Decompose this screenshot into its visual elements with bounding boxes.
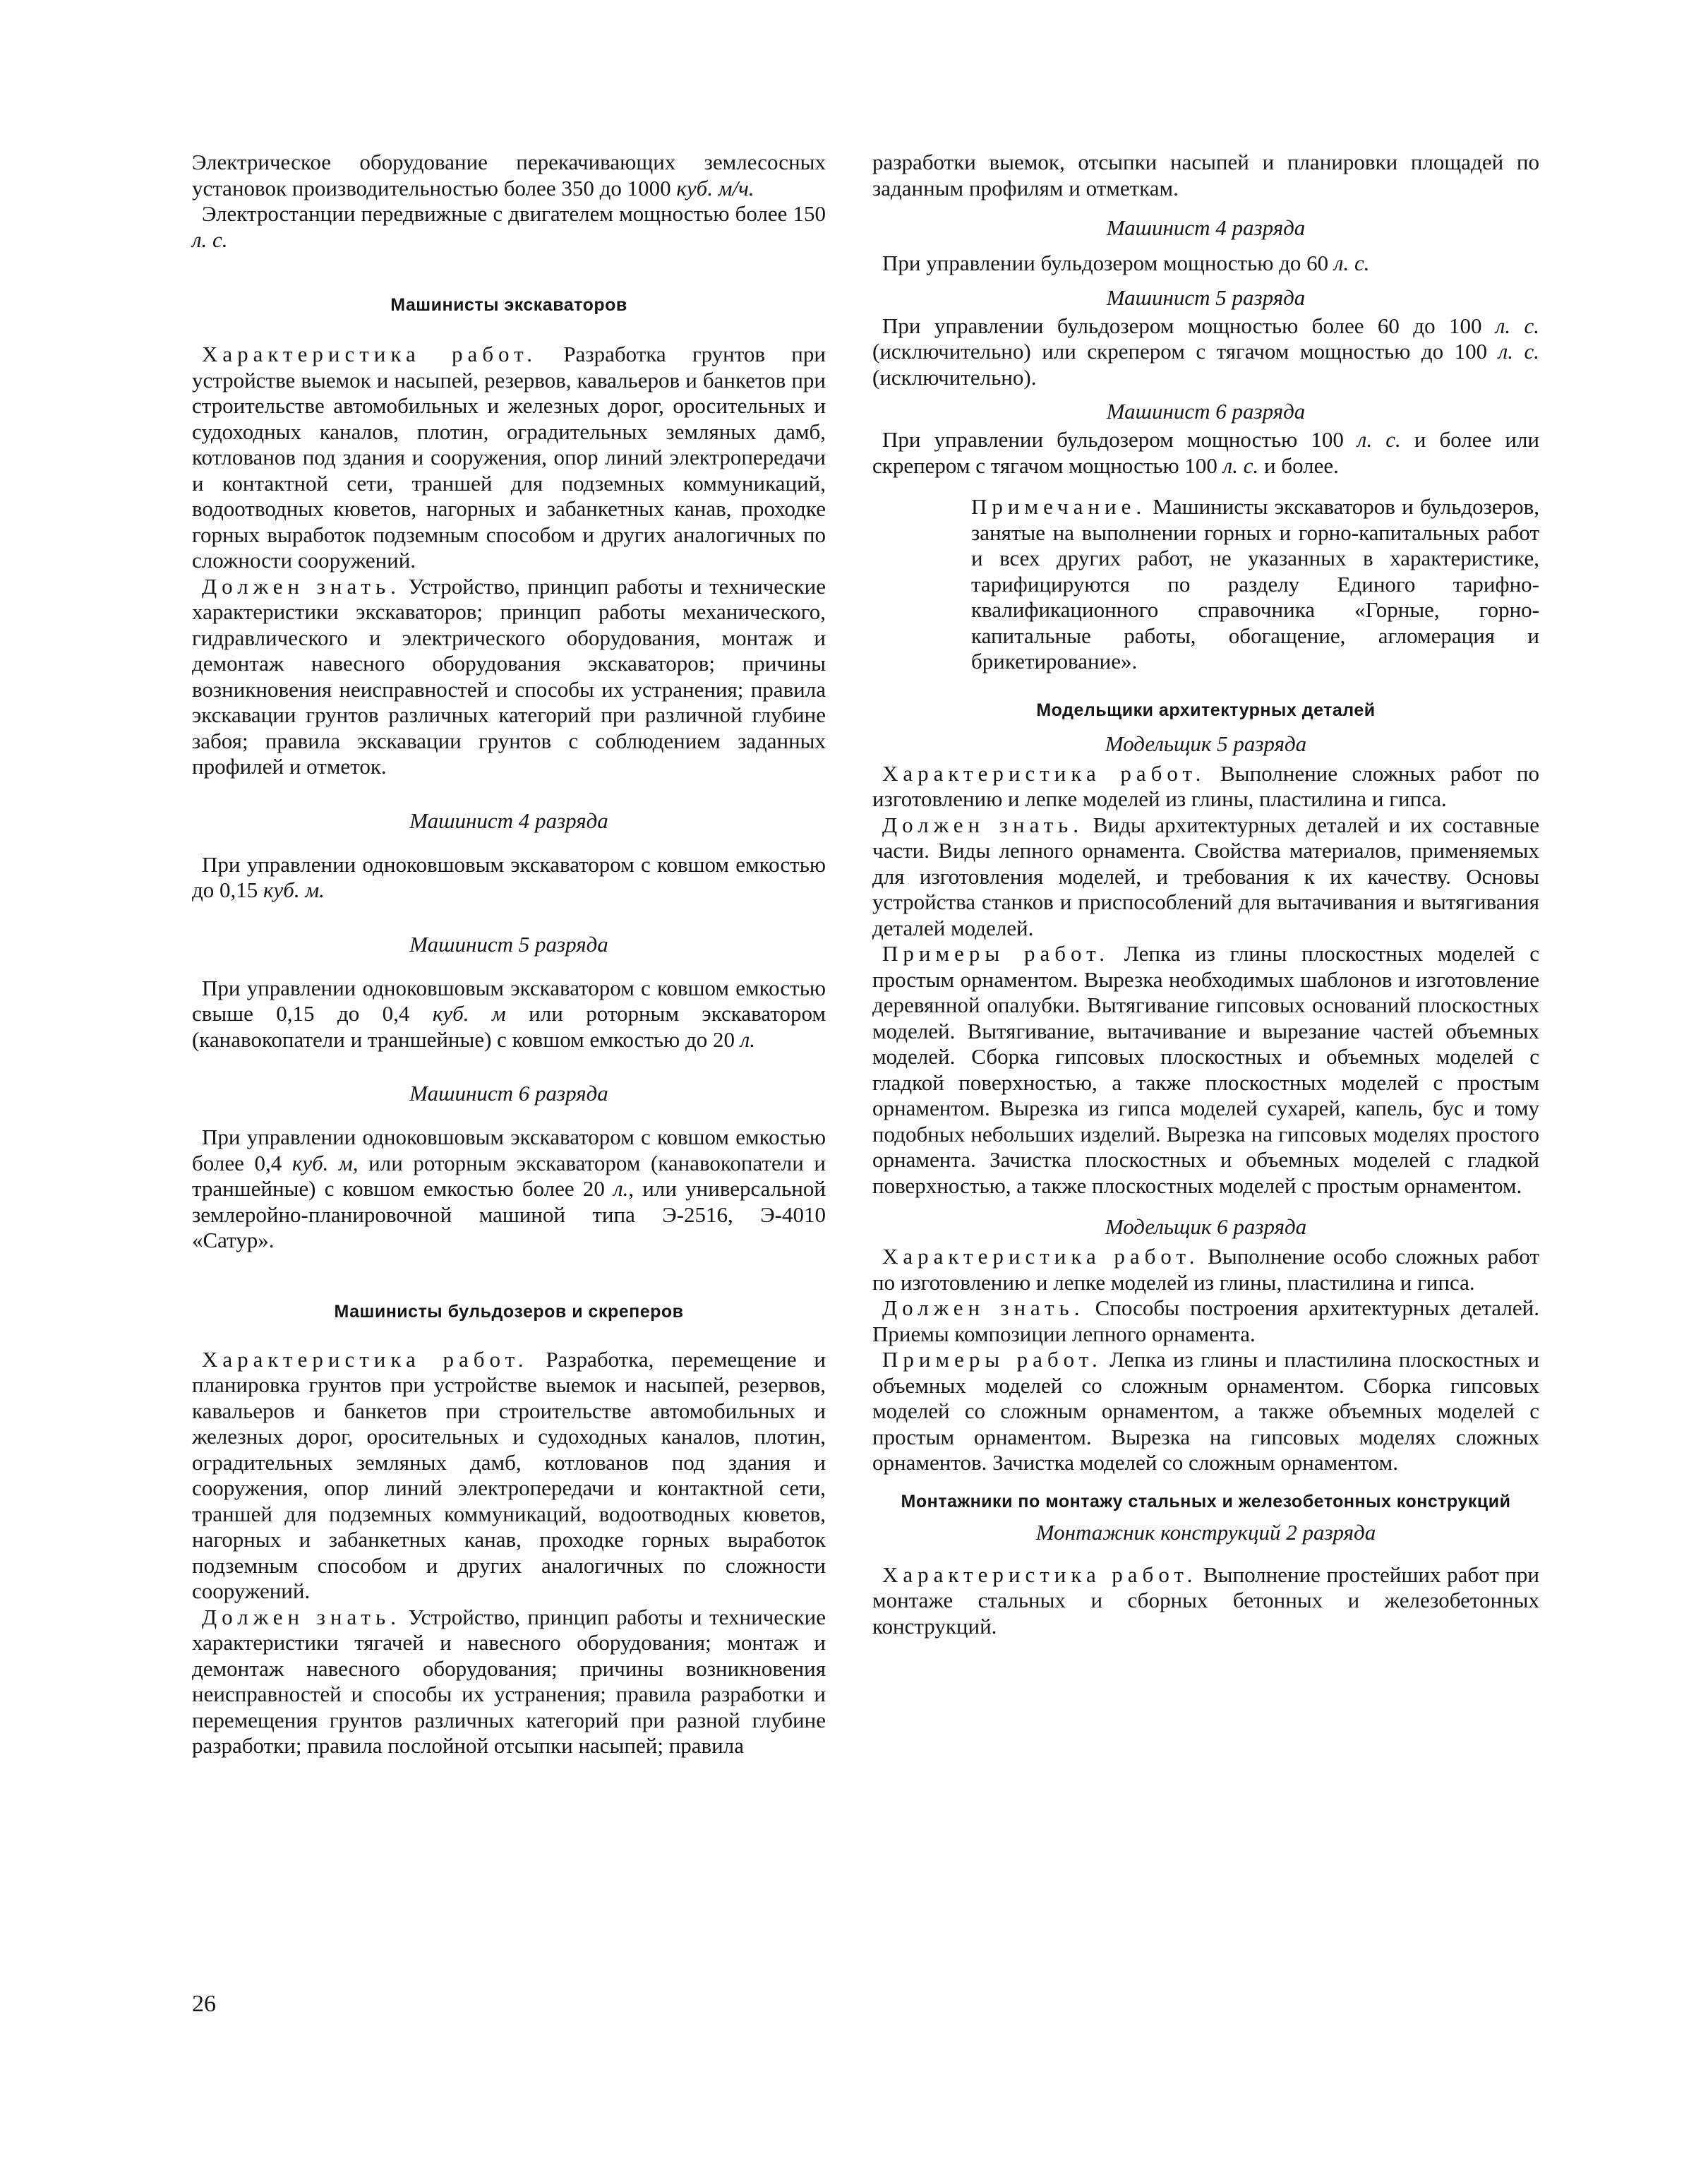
modeler-5-must-know: Должен знать. Виды архитектурных деталей и их составные части. Виды лепного орнамента. Свойства материалов, применяемых для изготовления моделей, и требования к их качеству. Основы устройства станков и приспособлений для вытачивания и вытягивания деталей моделей. bbox=[872, 812, 1540, 940]
intro-paragraph-2: Электростанции передвижные с двигателем мощностью более 150 л. с. bbox=[192, 201, 826, 252]
modeler-grade-6-heading: Модельщик 6 разряда bbox=[1105, 1214, 1307, 1239]
modeler-6-characteristics: Характеристика работ. Выполнение особо сложных работ по изготовлению и лепке моделей из глины, пластилина и гипса. bbox=[872, 1244, 1539, 1295]
modeler-5-examples: Примеры работ. Лепка из глины плоскостных моделей с простым орнаментом. Вырезка необходимых шаблонов и изготовление деревянной опалубки. Вытягивание гипсовых оснований плоскостных моделей. Вытягивание, вытачивание и вырезание частей объемных моделей. Сборка гипсовых плоскостных и объемных моделей с гладкой поверхностью, а также плоскостных моделей с простым орнаментом. Вырезка из гипса моделей сухарей, капель, бус и тому подобных небольших изделий. Вырезка на гипсовых моделях простого орнамента. Зачистка плоскостных и объемных моделей с гладкой поверхностью, а также плоскостных моделей с простым орнаментом. bbox=[872, 941, 1540, 1198]
continued-paragraph: разработки выемок, отсыпки насыпей и планировки площадей по заданным профилям и отметкам. bbox=[872, 150, 1539, 200]
left-column bbox=[192, 150, 826, 1759]
bulldozer-grade-6-text: При управлении бульдозером мощностью 100 л. с. и более или скрепером с тягачом мощностью 100 л. с. и более. bbox=[872, 427, 1540, 478]
heading-bulldozer-operators: Машинисты бульдозеров и скреперов bbox=[334, 1301, 684, 1322]
installer-2-characteristics: Характеристика работ. Выполнение простейших работ при монтаже стальных и сборных бетонных и железобетонных конструкций. bbox=[872, 1562, 1540, 1639]
bulldozer-must-know: Должен знать. Устройство, принцип работы и технические характеристики тягачей и навесного оборудования; монтаж и демонтаж навесного оборудования; причины возникновения неисправностей и способы их устранения; правила разработки и перемещения грунтов различных категорий при разной глубине разработки; правила послойной отсыпки насыпей; правила bbox=[192, 1604, 826, 1758]
right-column bbox=[872, 150, 1539, 1639]
grade-5-heading: Машинист 5 разряда bbox=[409, 931, 608, 957]
bulldozer-grade-6-heading: Машинист 6 разряда bbox=[1106, 399, 1306, 424]
modeler-grade-5-heading: Модельщик 5 разряда bbox=[1105, 731, 1307, 756]
grade-5-text: При управлении одноковшовым экскаватором с ковшом емкостью свыше 0,15 до 0,4 куб. м или роторным экскаватором (канавокопатели и траншейные) с ковшом емкостью до 20 л. bbox=[192, 975, 826, 1052]
bulldozer-grade-5-heading: Машинист 5 разряда bbox=[1106, 285, 1306, 310]
intro-paragraph-1: Электрическое оборудование перекачивающих землесосных установок производительностью более 350 до 1000 куб. м/ч. bbox=[192, 150, 826, 200]
bulldozer-grade-5-text: При управлении бульдозером мощностью более 60 до 100 л. с. (исключительно) или скрепером с тягачом мощностью до 100 л. с. (исключительно). bbox=[872, 313, 1540, 390]
excavator-must-know: Должен знать. Устройство, принцип работы и технические характеристики экскаваторов; принцип работы механического, гидравлического и электрического оборудования, монтаж и демонтаж навесного оборудования экскаваторов; причины возникновения неисправностей и способы их устранения; правила экскавации грунтов различных категорий при различной глубине забоя; правила экскавации грунтов с соблюдением заданных профилей и отметок. bbox=[192, 573, 826, 779]
excavator-characteristics: Характеристика работ. Разработка грунтов при устройстве выемок и насыпей, резервов, кавальеров и банкетов при строительстве автомобильных и железных дорог, оросительных и судоходных каналов, плотин, оградительных земляных дамб, котлованов под здания и сооружения, опор линий электропередачи и контактной сети, траншей для подземных коммуникаций, водоотводных кюветов, нагорных и забанкетных канав, проходке горных выработок подземным способом и других аналогичных по сложности сооружений. bbox=[192, 342, 826, 573]
grade-4-text: При управлении одноковшовым экскаватором с ковшом емкостью до 0,15 куб. м. bbox=[192, 851, 826, 902]
note: Примечание. Машинисты экскаваторов и бульдозеров, занятые на выполнении горных и горно-капитальных работ и всех других работ, не указанных в характеристике, тарифицируются по разделу Единого тарифно-квалификационного справочника «Горные, горно-капитальные работы, обогащение, агломерация и брикетирование». bbox=[971, 494, 1539, 673]
bulldozer-grade-4-text: При управлении бульдозером мощностью до 60 л. с. bbox=[882, 251, 1370, 275]
grade-6-heading: Машинист 6 разряда bbox=[409, 1081, 608, 1106]
heading-architectural-modelers: Модельщики архитектурных деталей bbox=[1036, 700, 1376, 720]
heading-excavator-operators: Машинисты экскаваторов bbox=[390, 295, 627, 315]
bulldozer-characteristics: Характеристика работ. Разработка, перемещение и планировка грунтов при устройстве выемок и насыпей, резервов, кавальеров и банкетов при строительстве автомобильных и железных дорог, оросительных и судоходных каналов, плотин, оградительных земляных дамб, котлованов под здания и сооружения, опор линий электропередачи и контактной сети, траншей для подземных коммуникаций, водоотводных кюветов, нагорных и забанкетных канав, проходке горных выработок подземным способом и других аналогичных по сложности сооружений. bbox=[192, 1346, 826, 1603]
heading-structure-installers: Монтажники по монтажу стальных и железобетонных конструкций bbox=[901, 1491, 1511, 1511]
modeler-6-must-know: Должен знать. Способы построения архитектурных деталей. Приемы композиции лепного орнамента. bbox=[872, 1295, 1539, 1346]
installer-grade-2-heading: Монтажник конструкций 2 разряда bbox=[1035, 1519, 1376, 1545]
grade-6-text: При управлении одноковшовым экскаватором с ковшом емкостью более 0,4 куб. м, или роторным экскаватором (канавокопатели и траншейные) с ковшом емкостью более 20 л., или универсальной землеройно-планировочной машиной типа Э-2516, Э-4010 «Сатур». bbox=[192, 1125, 826, 1252]
grade-4-heading: Машинист 4 разряда bbox=[409, 808, 608, 833]
modeler-5-characteristics: Характеристика работ. Выполнение сложных работ по изготовлению и лепке моделей из глины, пластилина и гипса. bbox=[872, 760, 1539, 811]
bulldozer-grade-4-heading: Машинист 4 разряда bbox=[1106, 215, 1306, 240]
page-number: 26 bbox=[192, 1991, 216, 2017]
modeler-6-examples: Примеры работ. Лепка из глины и пластилина плоскостных и объемных моделей со сложным орнаментом. Сборка гипсовых моделей со сложным орнаментом, а также объемных моделей с простым орнаментом. Вырезка на гипсовых моделях сложных орнаментов. Зачистка моделей со сложным орнаментом. bbox=[872, 1347, 1539, 1475]
